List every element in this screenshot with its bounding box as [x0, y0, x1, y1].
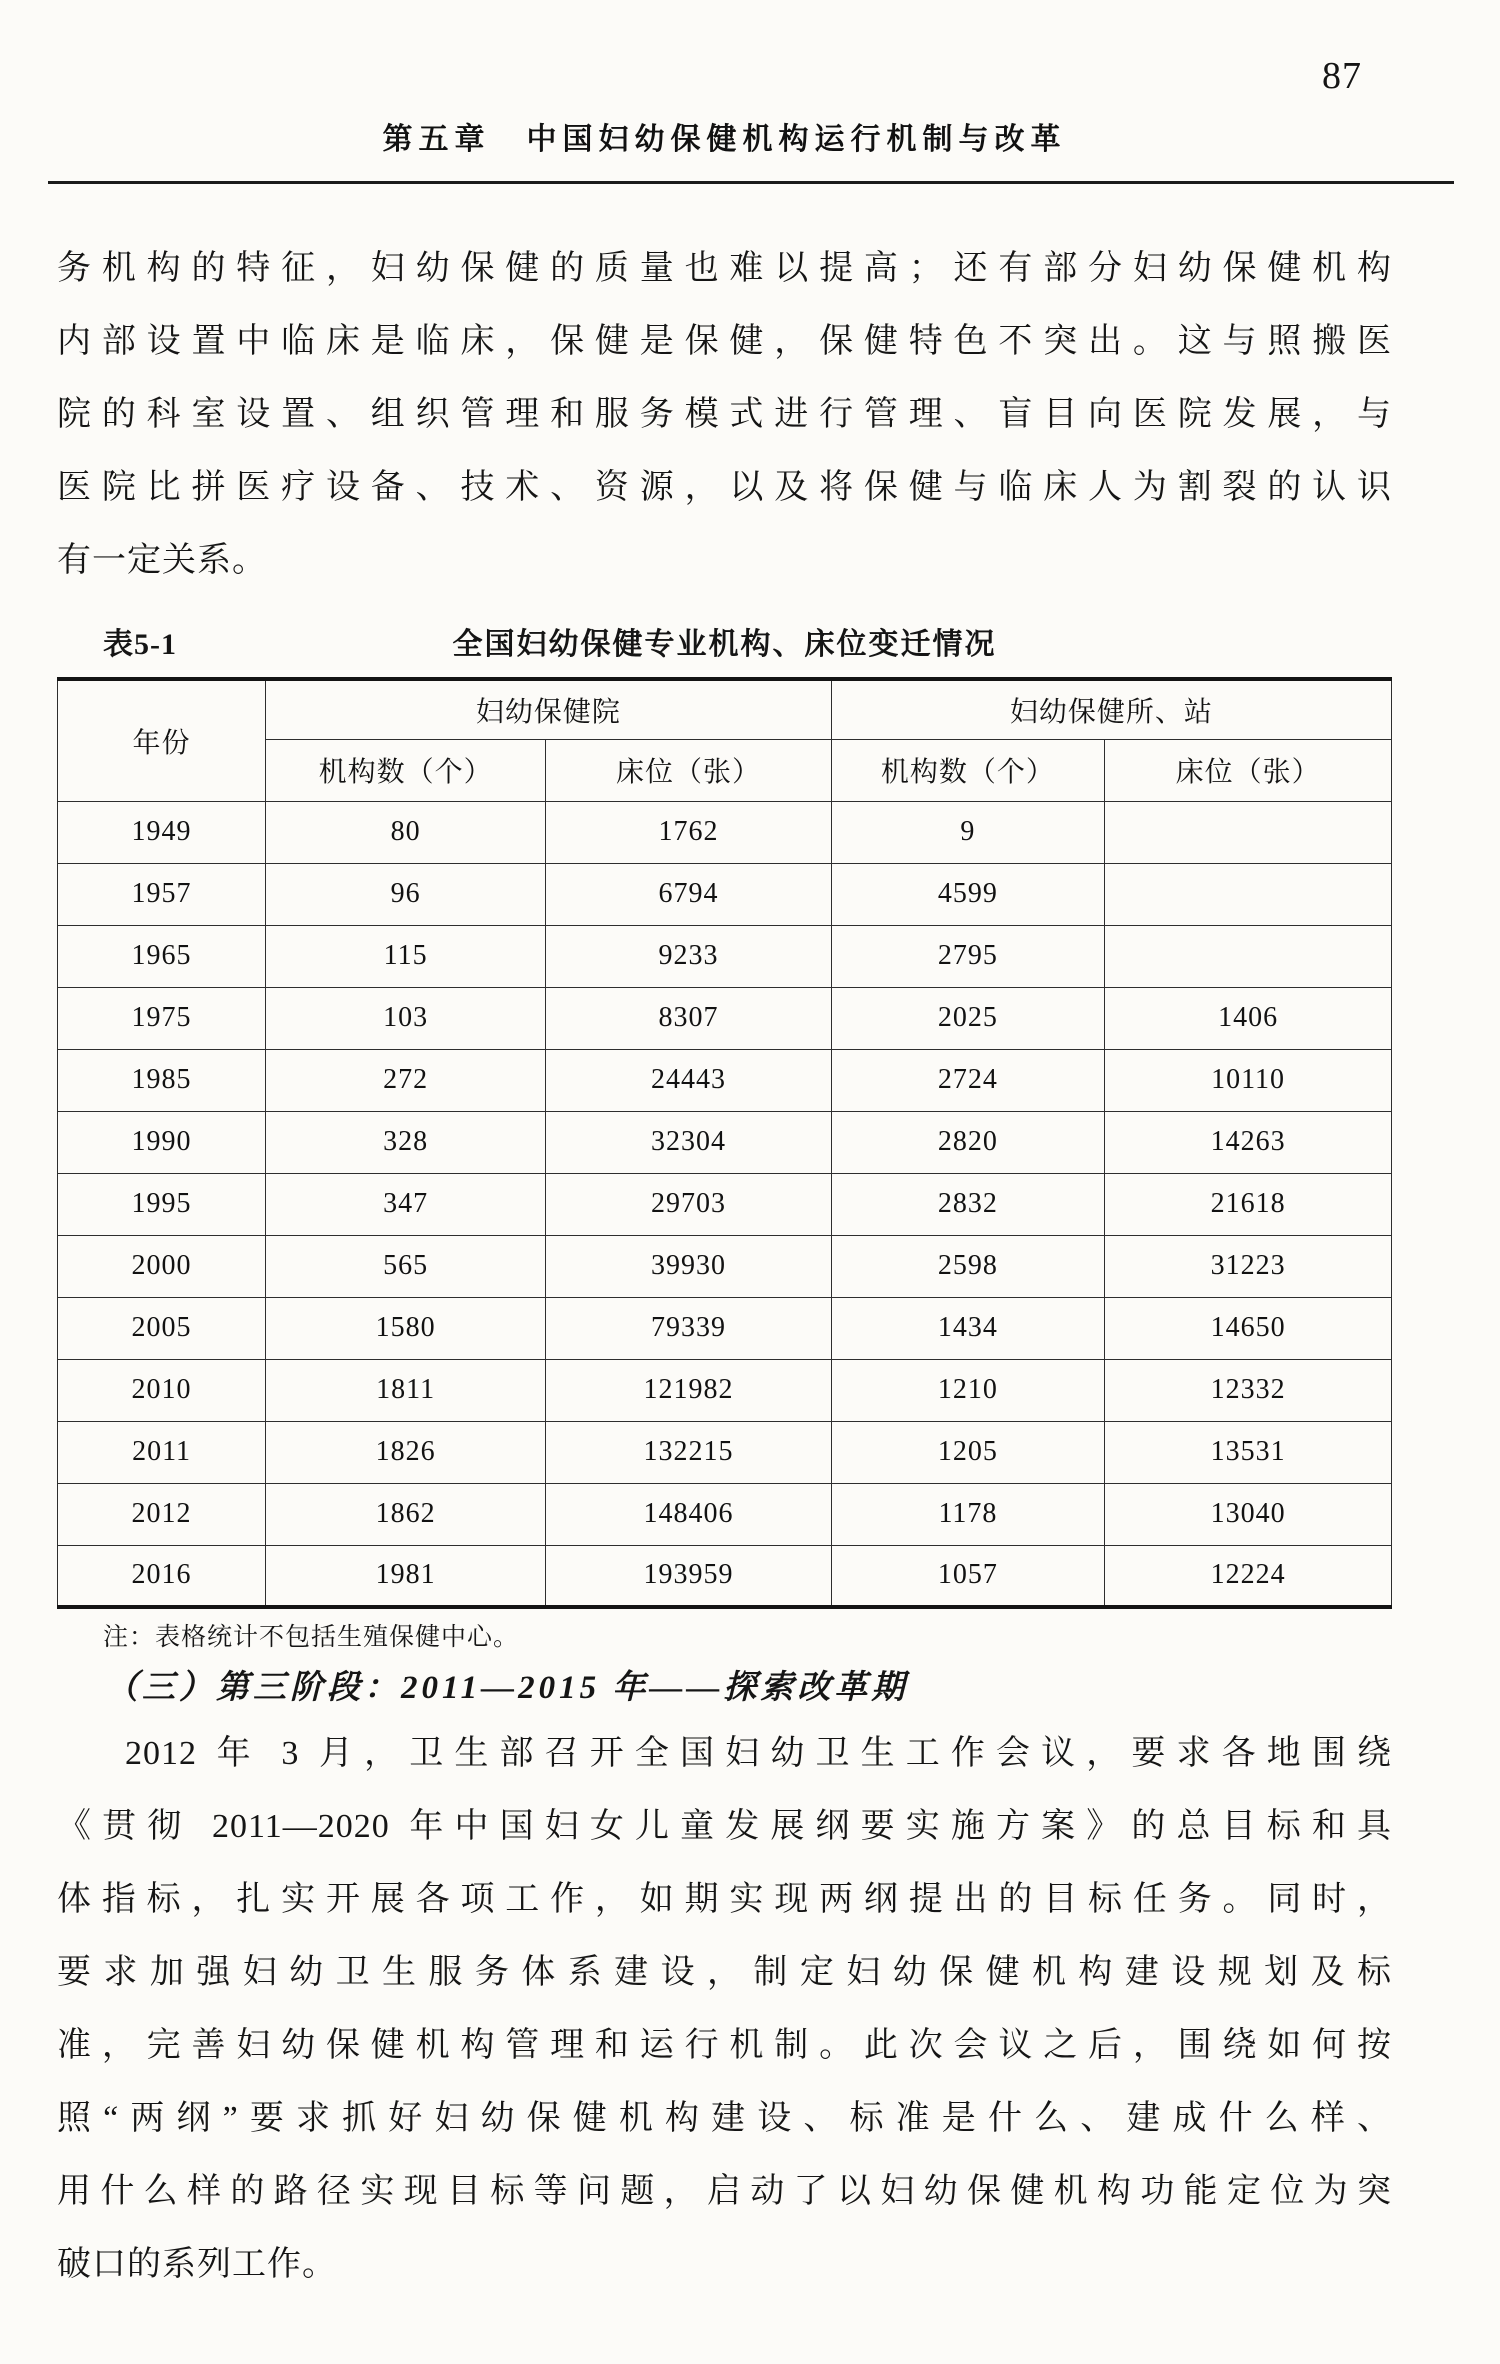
value-cell: 132215 [546, 1421, 831, 1483]
table-row [58, 1111, 1392, 1173]
value-cell: 2832 [831, 1173, 1104, 1235]
value-cell: 2724 [831, 1049, 1104, 1111]
chapter-header-text: 第五章 中国妇幼保健机构运行机制与改革 [382, 123, 1067, 156]
value-cell: 9233 [546, 925, 831, 987]
value-cell: 79339 [546, 1297, 831, 1359]
value-cell: 12224 [1105, 1545, 1392, 1607]
value-cell: 347 [266, 1173, 546, 1235]
body-paragraph-1 [57, 232, 1392, 597]
text-line: 准，完善妇幼保健机构管理和运行机制。此次会议之后，围绕如何按 [57, 2027, 1392, 2064]
value-cell: 2025 [831, 987, 1104, 1049]
year-cell: 2011 [58, 1421, 266, 1483]
value-cell: 24443 [546, 1049, 831, 1111]
table-caption [57, 623, 1392, 667]
value-cell: 1406 [1105, 987, 1392, 1049]
value-cell: 1057 [831, 1545, 1104, 1607]
group-header-cell: 妇幼保健所、站 [831, 679, 1391, 739]
text-line: 《贯彻 2011—2020 年中国妇女儿童发展纲要实施方案》的总目标和具 [57, 1808, 1392, 1845]
value-cell: 1811 [266, 1359, 546, 1421]
table-header-row [58, 679, 1392, 739]
year-cell: 1990 [58, 1111, 266, 1173]
sub-header-cell: 床位（张） [546, 739, 831, 801]
text-line: 要求加强妇幼卫生服务体系建设，制定妇幼保健机构建设规划及标 [57, 1954, 1392, 1991]
value-cell: 29703 [546, 1173, 831, 1235]
year-cell: 2000 [58, 1235, 266, 1297]
year-cell: 2012 [58, 1483, 266, 1545]
year-cell: 1975 [58, 987, 266, 1049]
value-cell: 9 [831, 801, 1104, 863]
value-cell: 13040 [1105, 1483, 1392, 1545]
year-cell: 1985 [58, 1049, 266, 1111]
table-row [58, 1359, 1392, 1421]
table-caption-title: 全国妇幼保健专业机构、床位变迁情况 [452, 628, 997, 661]
value-cell: 1205 [831, 1421, 1104, 1483]
value-cell: 1862 [266, 1483, 546, 1545]
table-row [58, 863, 1392, 925]
value-cell [1105, 863, 1392, 925]
value-cell: 328 [266, 1111, 546, 1173]
value-cell: 1826 [266, 1421, 546, 1483]
table-row [58, 1545, 1392, 1607]
value-cell: 1178 [831, 1483, 1104, 1545]
value-cell: 115 [266, 925, 546, 987]
table-row [58, 1049, 1392, 1111]
table-row [58, 801, 1392, 863]
table-row [58, 987, 1392, 1049]
value-cell: 32304 [546, 1111, 831, 1173]
value-cell: 14650 [1105, 1297, 1392, 1359]
value-cell: 121982 [546, 1359, 831, 1421]
value-cell: 565 [266, 1235, 546, 1297]
table-row [58, 1173, 1392, 1235]
table-row [58, 1297, 1392, 1359]
table-caption-label: 表5-1 [103, 628, 177, 661]
text-line: 2012 年 3 月，卫生部召开全国妇幼卫生工作会议，要求各地围绕 [125, 1735, 1392, 1772]
value-cell: 1434 [831, 1297, 1104, 1359]
value-cell [1105, 925, 1392, 987]
value-cell: 1981 [266, 1545, 546, 1607]
table-row [58, 1483, 1392, 1545]
text-line: 有一定关系。 [57, 542, 267, 579]
section-heading: （三）第三阶段：2011—2015 年——探索改革期 [105, 1670, 909, 1706]
value-cell: 12332 [1105, 1359, 1392, 1421]
table-row [58, 925, 1392, 987]
value-cell: 39930 [546, 1235, 831, 1297]
sub-header-cell: 床位（张） [1105, 739, 1392, 801]
table-row [58, 1235, 1392, 1297]
value-cell: 2820 [831, 1111, 1104, 1173]
value-cell: 1580 [266, 1297, 546, 1359]
value-cell: 103 [266, 987, 546, 1049]
text-line: 破口的系列工作。 [57, 2246, 337, 2283]
sub-header-cell: 机构数（个） [266, 739, 546, 801]
value-cell: 2598 [831, 1235, 1104, 1297]
value-cell: 13531 [1105, 1421, 1392, 1483]
value-cell: 80 [266, 801, 546, 863]
running-head [57, 0, 1392, 184]
table-row [58, 1421, 1392, 1483]
header-rule [48, 181, 1454, 184]
value-cell: 31223 [1105, 1235, 1392, 1297]
value-cell: 4599 [831, 863, 1104, 925]
year-cell: 2005 [58, 1297, 266, 1359]
value-cell: 272 [266, 1049, 546, 1111]
year-cell: 1949 [58, 801, 266, 863]
text-line: 用什么样的路径实现目标等问题，启动了以妇幼保健机构功能定位为突 [57, 2173, 1392, 2210]
body-paragraph-2 [57, 1717, 1392, 2301]
value-cell: 193959 [546, 1545, 831, 1607]
stats-table [57, 677, 1392, 1609]
value-cell: 96 [266, 863, 546, 925]
text-line: 内部设置中临床是临床，保健是保健，保健特色不突出。这与照搬医 [57, 323, 1392, 360]
year-cell: 1957 [58, 863, 266, 925]
text-line: 体指标，扎实开展各项工作，如期实现两纲提出的目标任务。同时， [57, 1881, 1392, 1918]
page-number: 87 [1322, 55, 1362, 97]
value-cell: 1762 [546, 801, 831, 863]
value-cell: 10110 [1105, 1049, 1392, 1111]
text-line: 院的科室设置、组织管理和服务模式进行管理、盲目向医院发展，与 [57, 396, 1392, 433]
value-cell: 1210 [831, 1359, 1104, 1421]
group-header-cell: 妇幼保健院 [266, 679, 832, 739]
year-cell: 1995 [58, 1173, 266, 1235]
text-line: 务机构的特征，妇幼保健的质量也难以提高；还有部分妇幼保健机构 [57, 250, 1392, 287]
value-cell: 14263 [1105, 1111, 1392, 1173]
year-header-cell: 年份 [58, 679, 266, 801]
sub-header-cell: 机构数（个） [831, 739, 1104, 801]
text-line: 照“两纲”要求抓好妇幼保健机构建设、标准是什么、建成什么样、 [57, 2100, 1392, 2137]
value-cell: 6794 [546, 863, 831, 925]
value-cell: 148406 [546, 1483, 831, 1545]
value-cell: 21618 [1105, 1173, 1392, 1235]
value-cell: 2795 [831, 925, 1104, 987]
year-cell: 2010 [58, 1359, 266, 1421]
year-cell: 1965 [58, 925, 266, 987]
value-cell [1105, 801, 1392, 863]
year-cell: 2016 [58, 1545, 266, 1607]
table-note: 注：表格统计不包括生殖保健中心。 [103, 1624, 520, 1651]
text-line: 医院比拼医疗设备、技术、资源，以及将保健与临床人为割裂的认识 [57, 469, 1392, 506]
value-cell: 8307 [546, 987, 831, 1049]
